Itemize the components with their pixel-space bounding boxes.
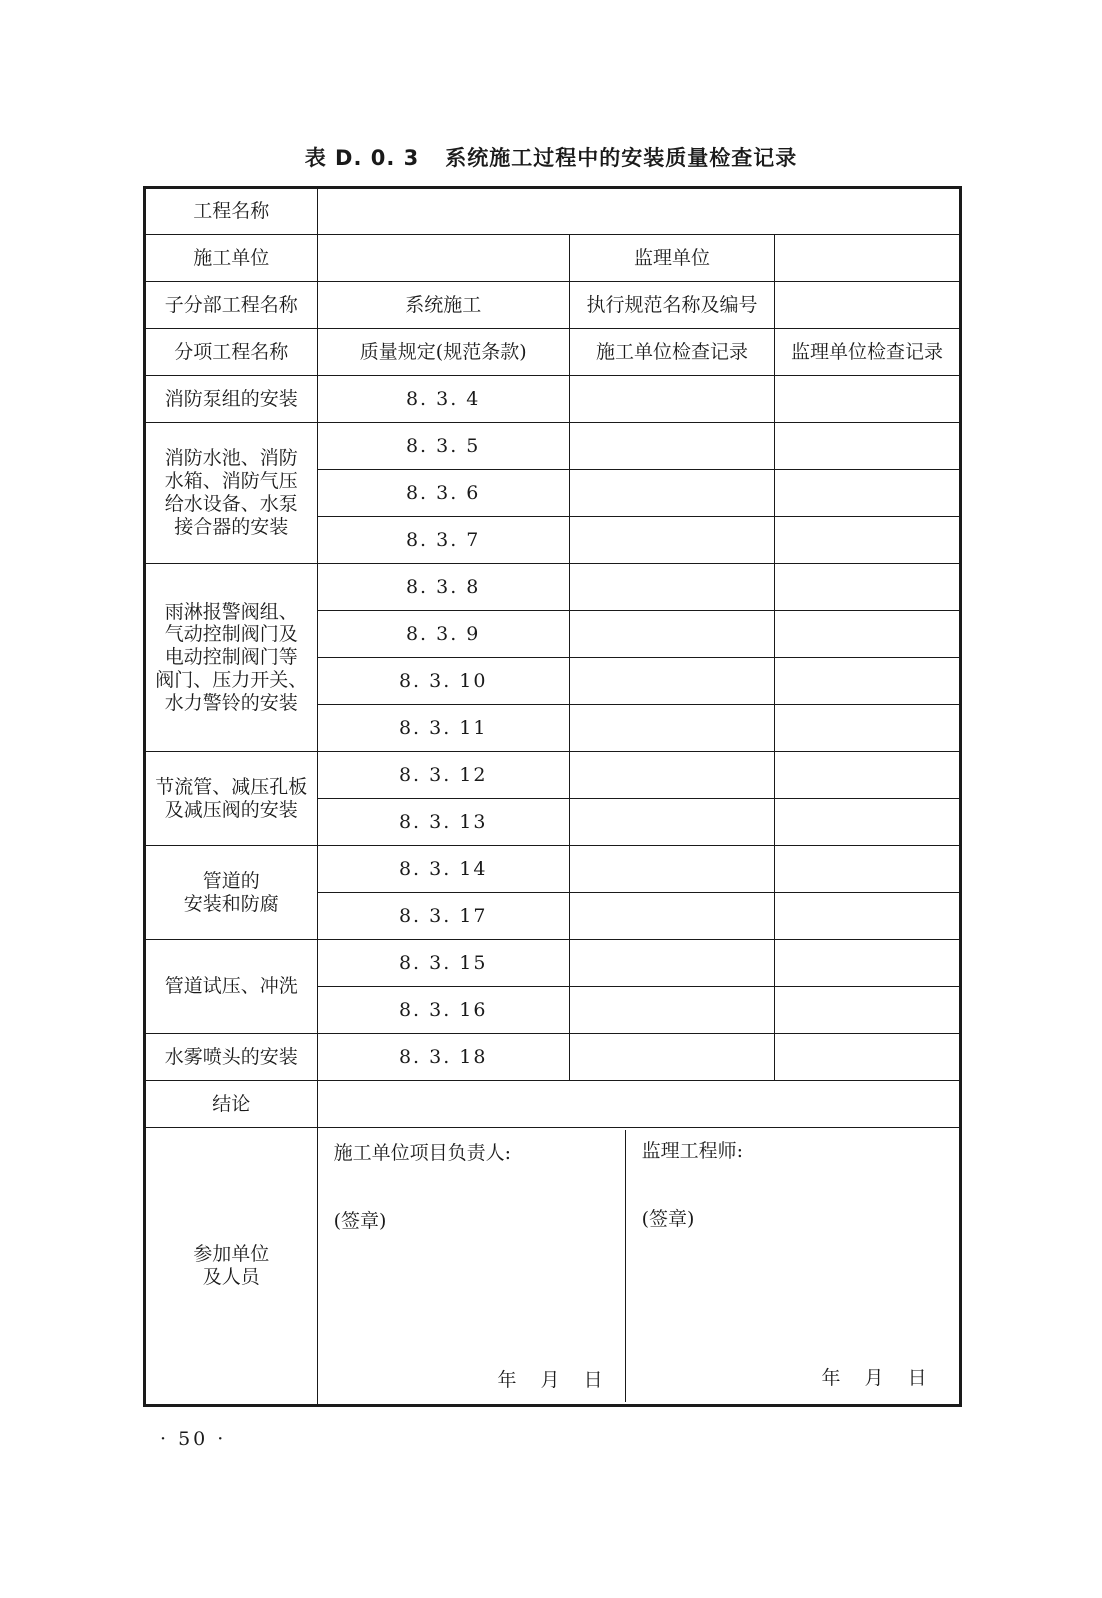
item-name (145, 423, 318, 564)
item-name-line: 安装和防腐 (183, 892, 279, 915)
clause-number: 8. 3. 16 (317, 987, 569, 1034)
participants-label (145, 1128, 318, 1406)
item-name-line: 水箱、消防气压 (164, 470, 298, 493)
quality-label: 质量规定(规范条款) (317, 329, 569, 376)
item-name-line: 阀门、压力开关、 (155, 668, 308, 691)
construction-check-cell[interactable] (569, 987, 774, 1034)
sub-project-label: 子分部工程名称 (145, 282, 318, 329)
construction-check-cell[interactable] (569, 752, 774, 799)
item-name-line: 雨淋报警阀组、 (164, 600, 298, 623)
supervision-check-cell[interactable] (775, 376, 961, 423)
clause-number: 8. 3. 17 (317, 893, 569, 940)
participants-label-line1: 参加单位 (193, 1243, 270, 1266)
supervision-date (802, 1367, 931, 1390)
document-title (0, 142, 1102, 172)
supervision-check-cell[interactable] (775, 799, 961, 846)
item-name-line: 节流管、减压孔板 (155, 775, 308, 798)
construction-check-cell[interactable] (569, 376, 774, 423)
sub-project-value: 系统施工 (317, 282, 569, 329)
construction-date (478, 1369, 607, 1392)
supervision-check-cell[interactable] (775, 987, 961, 1034)
construction-role: 施工单位项目负责人: (333, 1142, 511, 1164)
item-name-line: 电动控制阀门等 (164, 646, 298, 669)
construction-check-cell[interactable] (569, 1034, 774, 1081)
item-name (145, 846, 318, 940)
supervision-check-label: 监理单位检查记录 (775, 329, 961, 376)
item-name-line: 管道的 (202, 869, 260, 892)
table-title-text: 系统施工过程中的安装质量检查记录 (445, 146, 798, 170)
clause-number: 8. 3. 9 (317, 611, 569, 658)
construction-check-cell[interactable] (569, 658, 774, 705)
supervision-seal: (签章) (641, 1208, 695, 1230)
clause-number: 8. 3. 14 (317, 846, 569, 893)
item-name-line: 消防泵组的安装 (164, 387, 298, 410)
conclusion-label: 结论 (145, 1081, 318, 1128)
clause-number: 8. 3. 18 (317, 1034, 569, 1081)
construction-unit-value[interactable] (317, 235, 569, 282)
supervision-check-cell[interactable] (775, 893, 961, 940)
table-row (145, 940, 961, 987)
construction-check-cell[interactable] (569, 611, 774, 658)
column-header-row (145, 329, 961, 376)
supervision-check-cell[interactable] (775, 658, 961, 705)
item-name-line: 消防水池、消防 (164, 447, 298, 470)
item-name-line: 接合器的安装 (174, 515, 289, 538)
supervision-sign-cell[interactable] (626, 1128, 949, 1400)
participants-row (145, 1128, 961, 1406)
construction-seal: (签章) (333, 1210, 387, 1232)
table-row (145, 423, 961, 470)
supervision-check-cell[interactable] (775, 423, 961, 470)
construction-check-cell[interactable] (569, 517, 774, 564)
project-name-row (145, 188, 961, 235)
supervision-check-cell[interactable] (775, 846, 961, 893)
supervision-check-cell[interactable] (775, 470, 961, 517)
construction-check-label: 施工单位检查记录 (569, 329, 774, 376)
construction-sign-cell[interactable] (317, 1128, 931, 1406)
clause-number: 8. 3. 15 (317, 940, 569, 987)
inspection-record-table (143, 186, 962, 1407)
project-name-label: 工程名称 (145, 188, 318, 235)
item-name-line: 水力警铃的安装 (164, 691, 298, 714)
item-name (145, 1034, 318, 1081)
item-name-line: 管道试压、冲洗 (164, 975, 298, 998)
construction-check-cell[interactable] (569, 470, 774, 517)
supervision-check-cell[interactable] (775, 517, 961, 564)
clause-number: 8. 3. 6 (317, 470, 569, 517)
clause-number: 8. 3. 8 (317, 564, 569, 611)
construction-check-cell[interactable] (569, 846, 774, 893)
participants-label-line2: 及人员 (202, 1266, 260, 1288)
construction-check-cell[interactable] (569, 893, 774, 940)
item-name (145, 752, 318, 846)
item-name (145, 376, 318, 423)
standard-value[interactable] (775, 282, 961, 329)
clause-number: 8. 3. 5 (317, 423, 569, 470)
construction-check-cell[interactable] (569, 423, 774, 470)
construction-check-cell[interactable] (569, 940, 774, 987)
construction-day: 日 (583, 1369, 607, 1392)
supervision-month: 月 (864, 1367, 888, 1390)
supervision-unit-label: 监理单位 (569, 235, 774, 282)
supervision-check-cell[interactable] (775, 611, 961, 658)
table-row (145, 564, 961, 611)
table-code: 表 D. 0. 3 (304, 146, 420, 170)
item-name (145, 940, 318, 1034)
clause-number: 8. 3. 11 (317, 705, 569, 752)
conclusion-row (145, 1081, 961, 1128)
clause-number: 8. 3. 10 (317, 658, 569, 705)
project-name-value[interactable] (317, 188, 960, 235)
item-name-line: 给水设备、水泵 (164, 493, 298, 515)
construction-unit-label: 施工单位 (145, 235, 318, 282)
item-name (145, 564, 318, 752)
item-name-line: 及减压阀的安装 (164, 798, 298, 821)
clause-number: 8. 3. 13 (317, 799, 569, 846)
clause-number: 8. 3. 4 (317, 376, 569, 423)
construction-year: 年 (497, 1369, 521, 1392)
standard-label: 执行规范名称及编号 (569, 282, 774, 329)
construction-check-cell[interactable] (569, 799, 774, 846)
supervision-unit-value[interactable] (775, 235, 961, 282)
item-name-line: 水雾喷头的安装 (164, 1045, 298, 1068)
clause-number: 8. 3. 7 (317, 517, 569, 564)
supervision-check-cell[interactable] (775, 940, 961, 987)
page-number: · 50 · (160, 1428, 227, 1450)
table-row (145, 846, 961, 893)
item-name-line: 气动控制阀门及 (164, 623, 298, 646)
supervision-check-cell[interactable] (775, 752, 961, 799)
supervision-check-cell[interactable] (775, 564, 961, 611)
item-label: 分项工程名称 (145, 329, 318, 376)
table-row (145, 376, 961, 423)
supervision-day: 日 (907, 1367, 931, 1390)
table-row (145, 1034, 961, 1081)
supervision-check-cell[interactable] (775, 705, 961, 752)
conclusion-value[interactable] (317, 1081, 960, 1128)
construction-check-cell[interactable] (569, 705, 774, 752)
supervision-role: 监理工程师: (641, 1140, 743, 1162)
table-row (145, 752, 961, 799)
supervision-year: 年 (821, 1367, 845, 1390)
unit-row (145, 235, 961, 282)
clause-number: 8. 3. 12 (317, 752, 569, 799)
construction-month: 月 (540, 1369, 564, 1392)
construction-check-cell[interactable] (569, 564, 774, 611)
supervision-check-cell[interactable] (775, 1034, 961, 1081)
sub-project-row (145, 282, 961, 329)
